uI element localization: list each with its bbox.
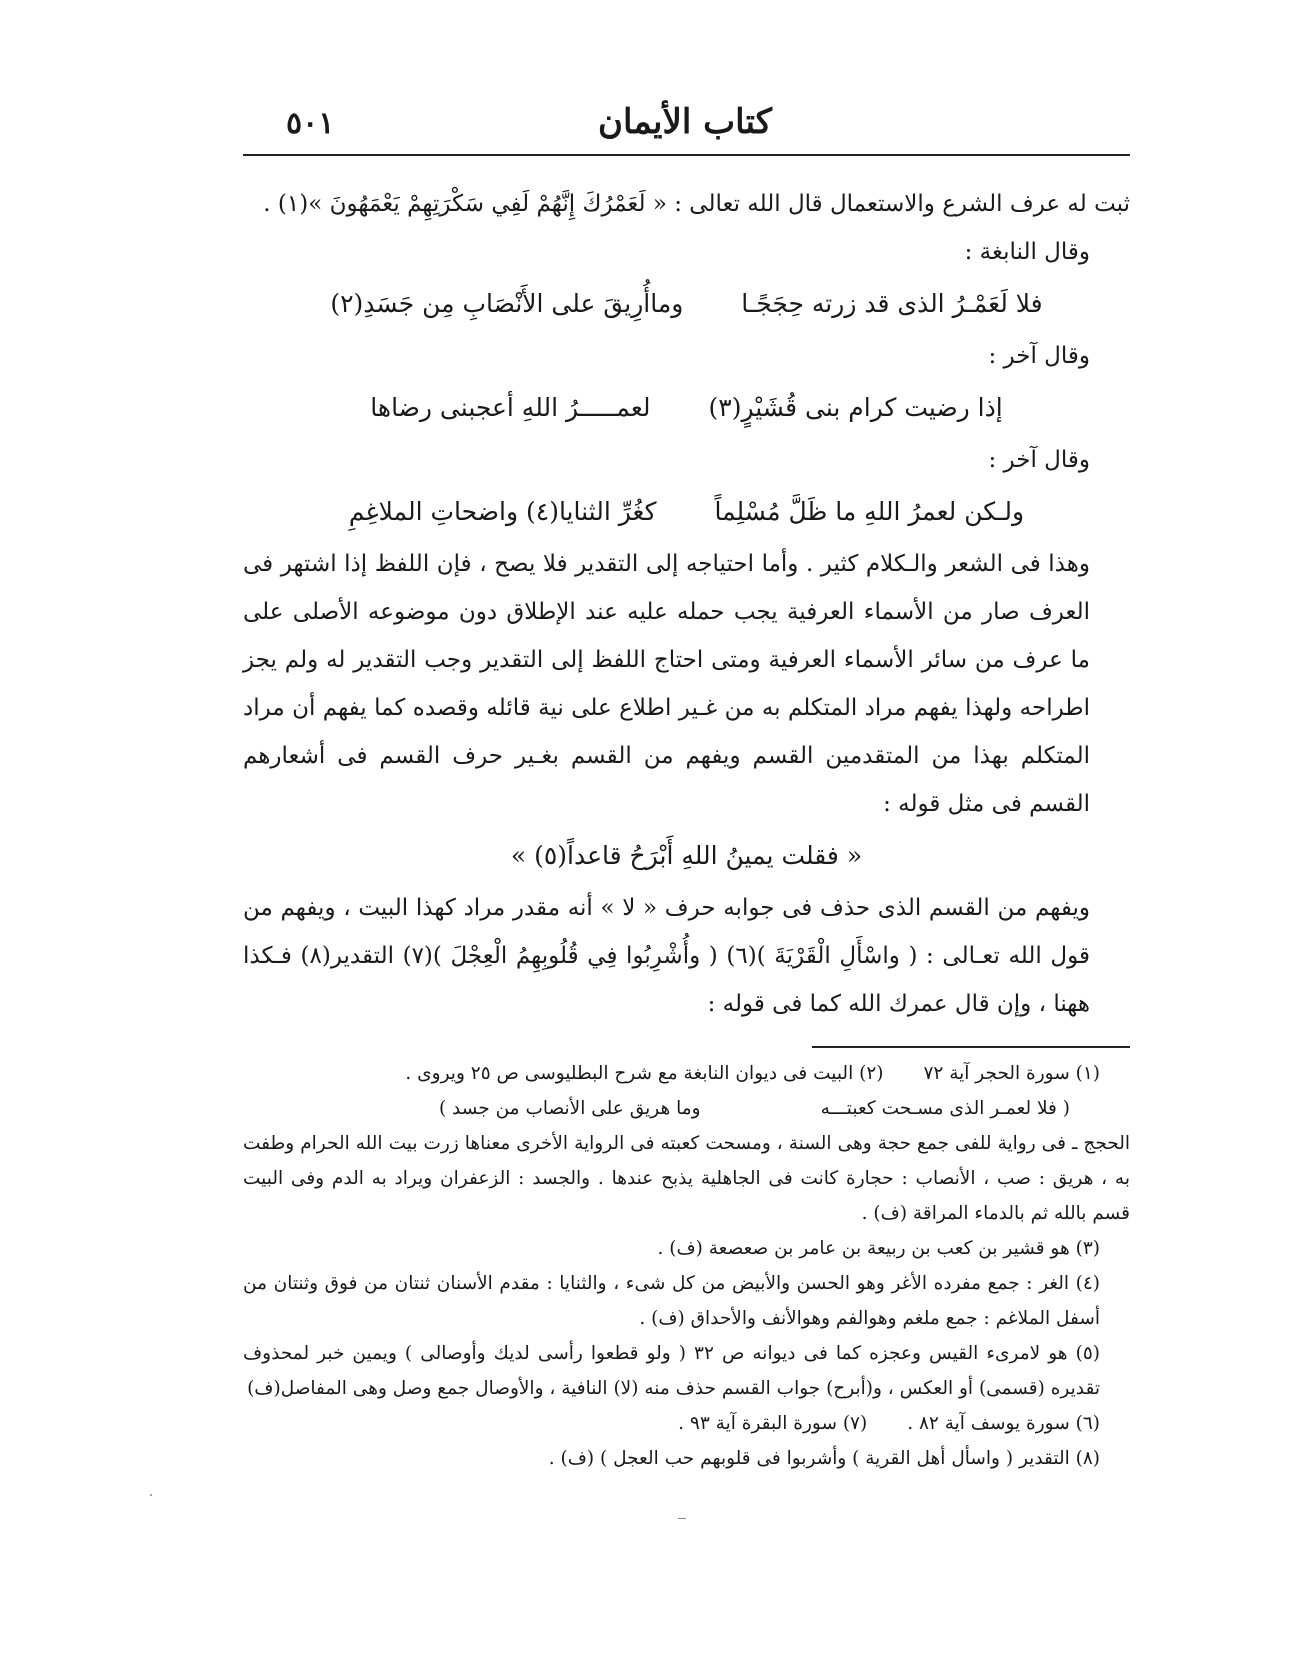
footnote-1: (١) سورة الحجر آية ٧٢ — [923, 1063, 1100, 1084]
footnote-4: (٤) الغر : جمع مفرده الأغر وهو الحسن والأبيض من كل شىء ، والثنايا : مقدم الأسنان ثنتان من فوق وثنتان من أسفل الملاغم : جمع ملغم وهوالفم وهوالأنف والأحداق (ف) . — [243, 1273, 1100, 1329]
verse-line — [243, 276, 1130, 332]
verse-intro: وقال آخر : — [988, 343, 1090, 369]
page-header — [240, 102, 1130, 152]
verse-intro: وقال النابغة : — [964, 239, 1090, 265]
verse-hemistich: ولـكن لعمرُ اللهِ ما ظَلَّ مُسْلِماً — [714, 497, 1025, 526]
scan-speck — [150, 1494, 152, 1496]
footnote-5: (٥) هو لامرىء القيس وعجزه كما فى ديوانه ص ٣٢ ( ولو قطعوا رأسى لديك وأوصالى ) ويمين خبر لمحذوف تقديره (قسمى) أو العكس ، و(أبرح) جواب القسم حذف منه (لا) النافية ، والأوصال جمع وصل وهى المفاصل(ف) — [243, 1343, 1100, 1399]
footnote-line — [243, 1056, 1130, 1091]
footnote-rule — [812, 1046, 1130, 1048]
verse-hemistich: إذا رضيت كرام بنى قُشَيْرٍ(٣) — [708, 393, 1003, 422]
footnote-6: (٦) سورة يوسف آية ٨٢ . — [907, 1413, 1100, 1434]
footnote-verse-hemistich: وما هريق على الأنصاب من جسد ) — [438, 1098, 701, 1119]
header-rule — [243, 154, 1130, 156]
footnote-8: (٨) التقدير ( واسأل أهل القرية ) وأشربوا فى قلوبهم حب العجل ) (ف) . — [548, 1448, 1100, 1469]
verse-hemistich: وماأُرِيقَ على الأَنْصَابِ مِن جَسَدِ(٢) — [330, 289, 684, 318]
verse-line — [243, 484, 1130, 540]
verse-line — [243, 380, 1130, 436]
page-number: ٥٠١ — [286, 106, 335, 141]
footnote-line — [243, 1406, 1130, 1441]
verse-hemistich: كغُرِّ الثنايا(٤) واضحاتِ الملاغِمِ — [348, 497, 657, 526]
opening-line: ثبت له عرف الشرع والاستعمال قال الله تعالى : « لَعَمْرُكَ إِنَّهُمْ لَفِي سَكْرَتِهِمْ يَعْمَهُونَ »(١) . — [263, 191, 1130, 217]
verse-hemistich: فلا لَعَمْـرُ الذى قد زرته حِجَجًـا — [741, 289, 1043, 318]
running-title: كتاب الأيمان — [598, 102, 772, 142]
footnote-2: (٢) البيت فى ديوان النابغة مع شرح البطليوسى ص ٢٥ ويروى . — [405, 1063, 884, 1084]
footnote-3: (٣) هو قشير بن كعب بن ربيعة بن عامر بن صعصعة (ف) . — [657, 1238, 1100, 1259]
verse-hemistich: لعمـــــرُ اللهِ أعجبنى رضاها — [370, 393, 651, 422]
body-paragraph: وهذا فى الشعر والـكلام كثير . وأما احتياجه إلى التقدير فلا يصح ، فإن اللفظ إذا اشتهر فى العرف صار من الأسماء العرفية يجب حمله عليه عند الإطلاق دون موضوعه الأصلى على ما عرف من سائر الأسماء العرفية ومتى احتاج اللفظ إلى التقدير وجب التقدير له ولم يجز اطراحه ولهذا يفهم مراد المتكلم به من غـير اطلاع على نية قائله وقصده كما يفهم أن مراد المتكلم بهذا من المتقدمين القسم ويفهم من القسم بغـير حرف القسم فى أشعارهم القسم فى مثل قوله : — [243, 551, 1090, 817]
footnote-2-text: الحجج ـ فى رواية للفى جمع حجة وهى السنة ، ومسحت كعبته فى الرواية الأخرى معناها زرت بيت الله الحرام وطفت به ، هريق : صب ، الأنصاب : حجارة كانت فى الجاهلية يذبح عندها . والجسد : الزعفران ويراد به الدم وفى البيت قسم بالله ثم بالدماء المراقة (ف) . — [243, 1133, 1130, 1224]
footnote-verse-hemistich: ( فلا لعمـر الذى مسـحت كعبتـــه — [820, 1098, 1070, 1119]
footnotes — [243, 1056, 1130, 1476]
quoted-hemistich: « فقلت يمينُ اللهِ أَبْرَحُ قاعداً(٥) » — [510, 841, 863, 870]
verse-intro: وقال آخر : — [988, 447, 1090, 473]
scan-speck — [678, 1518, 686, 1519]
footnote-verse — [243, 1091, 1130, 1126]
body-paragraph: ويفهم من القسم الذى حذف فى جوابه حرف « لا » أنه مقدر مراد كهذا البيت ، ويفهم من قول الله تعـالى : ( واسْأَلِ الْقَرْيَةَ )(٦) ( وأُشْرِبُوا فِي قُلُوبِهِمُ الْعِجْلَ )(٧) التقدير(٨) فـكذا ههنا ، وإن قال عمرك الله كما فى قوله : — [243, 895, 1091, 1017]
main-text — [243, 180, 1130, 1028]
footnote-7: (٧) سورة البقرة آية ٩٣ . — [678, 1413, 868, 1434]
